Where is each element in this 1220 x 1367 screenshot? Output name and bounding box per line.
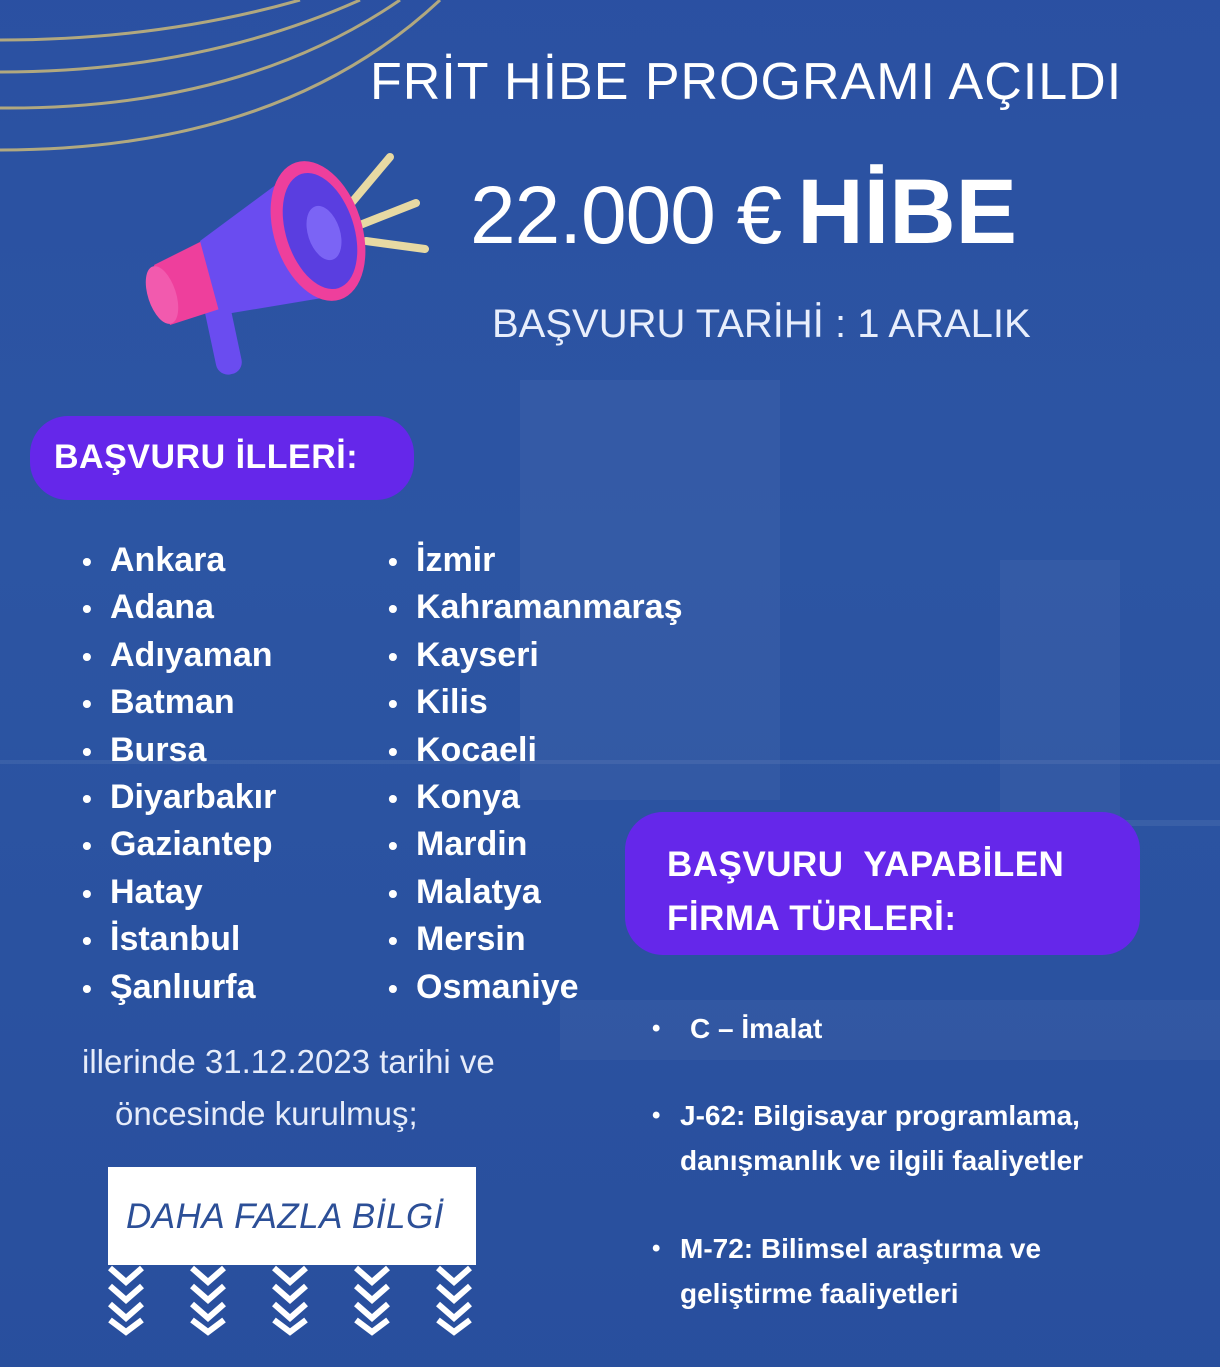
grant-amount-line	[470, 160, 1017, 265]
list-item: • Adıyaman	[82, 632, 276, 679]
chevron-down-icon	[274, 1268, 306, 1332]
list-item: • Kahramanmaraş	[388, 584, 682, 631]
grant-amount: 22.000 €	[470, 170, 782, 261]
more-info-button[interactable]: DAHA FAZLA BİLGİ	[108, 1167, 476, 1265]
list-item: • Batman	[82, 679, 276, 726]
firm-type-text: geliştirme faaliyetleri	[680, 1278, 959, 1309]
chevron-down-icon	[192, 1268, 224, 1332]
firm-type-text: danışmanlık ve ilgili faaliyetler	[680, 1145, 1084, 1176]
list-item: • İzmir	[388, 537, 682, 584]
list-item: • Bursa	[82, 727, 276, 774]
firm-types-heading	[625, 812, 1140, 955]
list-item: • Kocaeli	[388, 727, 682, 774]
note-line: illerinde 31.12.2023 tarihi ve	[82, 1043, 495, 1080]
list-item: • Şanlıurfa	[82, 964, 276, 1011]
provinces-list-left	[82, 537, 276, 1011]
firm-type-text: J-62: Bilgisayar programlama,	[680, 1100, 1080, 1131]
list-item: • Kayseri	[388, 632, 682, 679]
bullet: •	[652, 1235, 661, 1262]
application-date: BAŞVURU TARİHİ : 1 ARALIK	[492, 302, 1031, 346]
firm-type-item	[652, 1226, 1042, 1316]
chevron-down-icon	[438, 1268, 470, 1332]
list-item: • Kilis	[388, 679, 682, 726]
chevron-down-icon	[356, 1268, 388, 1332]
bullet: •	[652, 1102, 661, 1129]
list-item: • Mardin	[388, 821, 682, 868]
list-item: • Hatay	[82, 869, 276, 916]
provinces-heading: BAŞVURU İLLERİ:	[30, 416, 414, 500]
bullet: •	[652, 1015, 661, 1042]
list-item: • Osmaniye	[388, 964, 682, 1011]
list-item: • Konya	[388, 774, 682, 821]
firm-type-item	[652, 1093, 1084, 1183]
firm-type-text: C – İmalat	[690, 1013, 823, 1044]
list-item: • Ankara	[82, 537, 276, 584]
firm-types-heading-line: BAŞVURU YAPABİLEN	[667, 845, 1065, 884]
chevron-down-icon	[110, 1268, 142, 1332]
chevron-row	[100, 1262, 490, 1337]
grant-label: HİBE	[797, 161, 1018, 263]
list-item: • Mersin	[388, 916, 682, 963]
background-window	[1000, 560, 1120, 820]
firm-type-text: M-72: Bilimsel araştırma ve	[680, 1233, 1042, 1264]
megaphone-icon	[140, 145, 440, 390]
firm-type-item	[652, 1006, 823, 1051]
list-item: • İstanbul	[82, 916, 276, 963]
list-item: • Malatya	[388, 869, 682, 916]
program-title: FRİT HİBE PROGRAMI AÇILDI	[370, 53, 1123, 111]
eligibility-note	[82, 1036, 495, 1140]
list-item: • Adana	[82, 584, 276, 631]
firm-types-heading-line: FİRMA TÜRLERİ:	[667, 899, 957, 938]
list-item: • Diyarbakır	[82, 774, 276, 821]
list-item: • Gaziantep	[82, 821, 276, 868]
note-line: öncesinde kurulmuş;	[115, 1095, 418, 1132]
